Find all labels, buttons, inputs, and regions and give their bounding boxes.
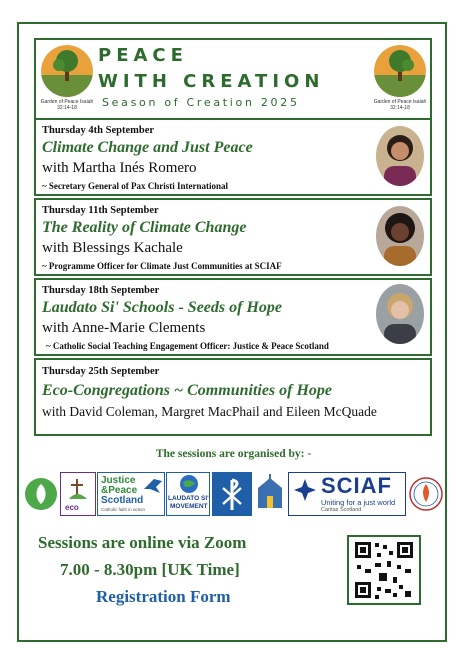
title-line-1: PEACE — [98, 45, 188, 66]
session-date: Thursday 18th September — [42, 285, 160, 296]
garden-of-peace-logo-left — [41, 45, 93, 97]
garden-of-peace-logo-right — [374, 45, 426, 97]
pax-christi-logo — [212, 472, 252, 516]
session-speaker-role: ~ Secretary General of Pax Christi International — [42, 181, 228, 191]
laudato-si-movement-logo — [166, 472, 210, 516]
logo-caption-right: Garden of Peace Isaiah 32:14-18 — [373, 99, 427, 111]
online-info: Sessions are online via Zoom — [38, 533, 247, 552]
subtitle: Season of Creation 2025 — [102, 96, 300, 109]
sciaf-sub: Caritas Scotland — [321, 507, 362, 513]
globe-icon — [179, 474, 199, 494]
session-title: The Reality of Climate Change — [42, 219, 247, 236]
eco-congregation-logo — [60, 472, 96, 516]
sciaf-symbol-icon — [292, 477, 318, 503]
speaker-photo — [376, 206, 424, 266]
title-line-2: WITH CREATION — [98, 71, 325, 92]
care-of-creation-logo — [24, 476, 58, 512]
speaker-photo — [376, 284, 424, 344]
jp-tagline: Catholic faith in action — [101, 507, 146, 512]
session-time: 7.00 - 8.30pm [UK Time] — [60, 560, 240, 579]
session-title: Climate Change and Just Peace — [42, 139, 253, 156]
session-speakers: with David Coleman, Margret MacPhail and Eileen McQuade — [42, 404, 377, 419]
organisers-heading: The sessions are organised by: - — [155, 448, 312, 460]
laudato-si-line-1: LAUDATO SI' — [168, 495, 209, 502]
dove-icon — [142, 477, 164, 495]
session-date: Thursday 4th September — [42, 125, 155, 136]
jp-line-2: &Peace — [101, 485, 138, 496]
session-speaker: with Martha Inés Romero — [42, 160, 197, 176]
session-title: Laudato Si' Schools - Seeds of Hope — [42, 299, 283, 316]
logo-caption-left: Garden of Peace Isaiah 32:14-18 — [40, 99, 94, 111]
session-date: Thursday 25th September — [42, 366, 160, 377]
partner-seal-logo — [408, 472, 444, 516]
session-speaker: with Blessings Kachale — [42, 240, 183, 256]
session-speaker: with Anne-Marie Clements — [42, 320, 206, 336]
session-card — [34, 198, 432, 276]
laudato-si-line-2: MOVEMENT — [170, 503, 208, 510]
session-card — [34, 358, 432, 436]
eco-label: eco — [65, 503, 79, 512]
church-partner-logo — [254, 472, 286, 516]
justice-and-peace-scotland-logo — [97, 472, 165, 516]
session-title: Eco-Congregations ~ Communities of Hope — [42, 382, 333, 399]
session-card — [34, 118, 432, 196]
registration-qr-code[interactable] — [347, 535, 421, 605]
session-date: Thursday 11th September — [42, 205, 159, 216]
session-speaker-role: ~ Catholic Social Teaching Engagement Officer: Justice & Peace Scotland — [46, 341, 329, 351]
sciaf-name: SCIAF — [321, 473, 392, 498]
speaker-photo — [376, 126, 424, 186]
registration-form-link[interactable]: Registration Form — [96, 587, 231, 606]
sciaf-tagline: Uniting for a just world — [321, 498, 396, 507]
chi-rho-icon — [212, 472, 252, 516]
jp-line-1: Justice — [101, 475, 136, 486]
session-card — [34, 278, 432, 356]
jp-line-3: Scotland — [101, 495, 144, 506]
session-speaker-role: ~ Programme Officer for Climate Just Communities at SCIAF — [42, 261, 282, 271]
sciaf-logo — [288, 472, 406, 516]
